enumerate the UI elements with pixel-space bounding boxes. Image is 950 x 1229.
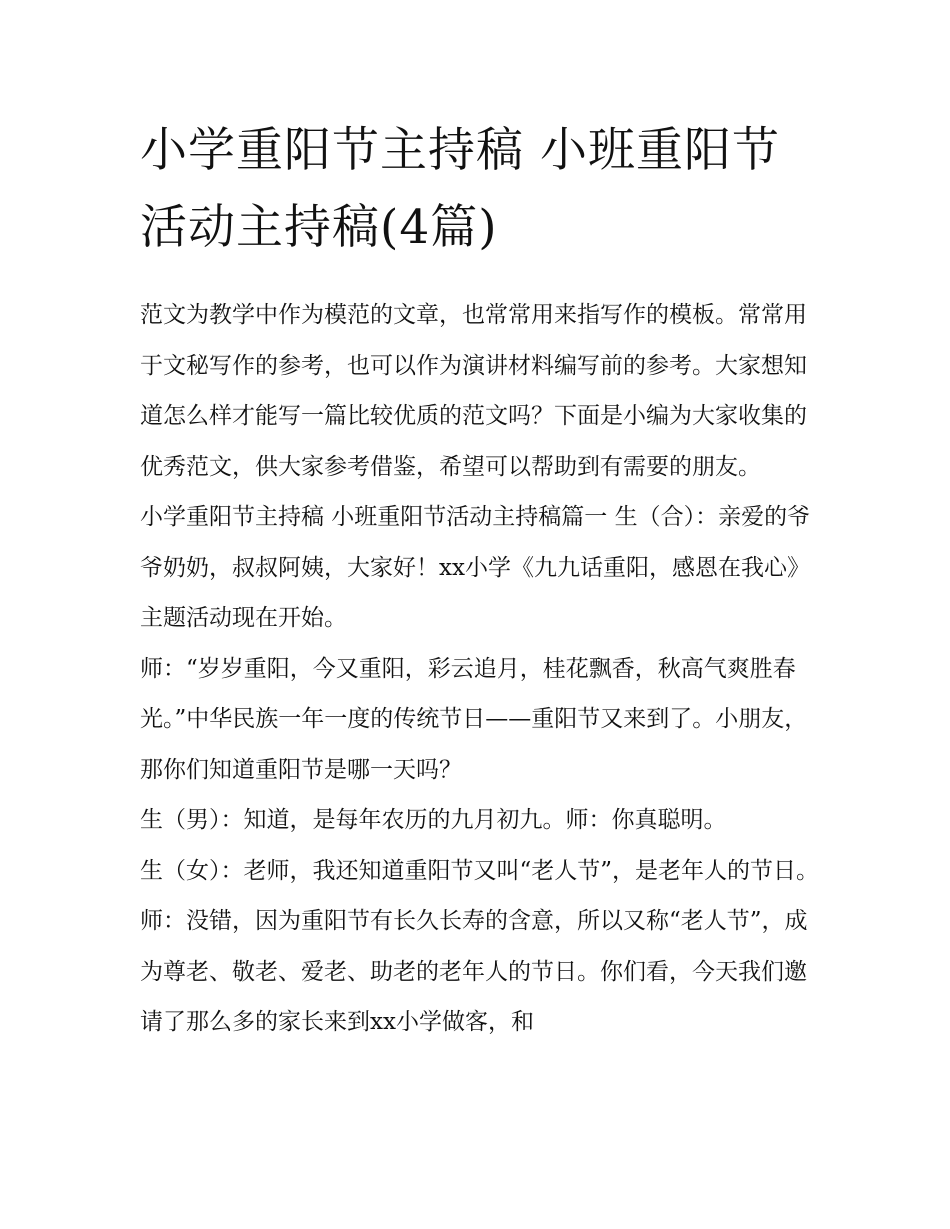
paragraph-boy-answer: 生（男）：知道，是每年农历的九月初九。师：你真聪明。	[140, 807, 727, 833]
document-title: 小学重阳节主持稿 小班重阳节活动主持稿(4篇)	[140, 123, 780, 255]
document-page	[140, 112, 820, 1048]
paragraph-intro: 范文为教学中作为模范的文章，也常常用来指写作的模板。常常用于文秘写作的参考，也可以作为演讲材料编写前的参考。大家想知道怎么样才能写一篇比较优质的范文吗？下面是小编为大家收集的优秀范文，供大家参考借鉴，希望可以帮助到有需要的朋友。	[140, 302, 807, 480]
paragraph-teacher-speech: 师：“岁岁重阳，今又重阳，彩云追月，桂花飘香，秋高气爽胜春光。”中华民族一年一度的传统节日——重阳节又来到了。小朋友，那你们知道重阳节是哪一天吗？	[140, 655, 808, 783]
paragraph-girl-answer: 生（女）：老师，我还知道重阳节又叫“老人节”，是老年人的节日。师：没错，因为重阳节有长久长寿的含意，所以又称“老人节”，成为尊老、敬老、爱老、助老的老年人的节日。你们看，今天我们邀请了那么多的家长来到xx小学做客，和	[140, 857, 820, 1035]
document-body	[140, 290, 820, 1048]
paragraph-opening: 小学重阳节主持稿 小班重阳节活动主持稿篇一 生（合）：亲爱的爷爷奶奶，叔叔阿姨，大家好！xx小学《九九话重阳，感恩在我心》主题活动现在开始。	[140, 504, 811, 631]
